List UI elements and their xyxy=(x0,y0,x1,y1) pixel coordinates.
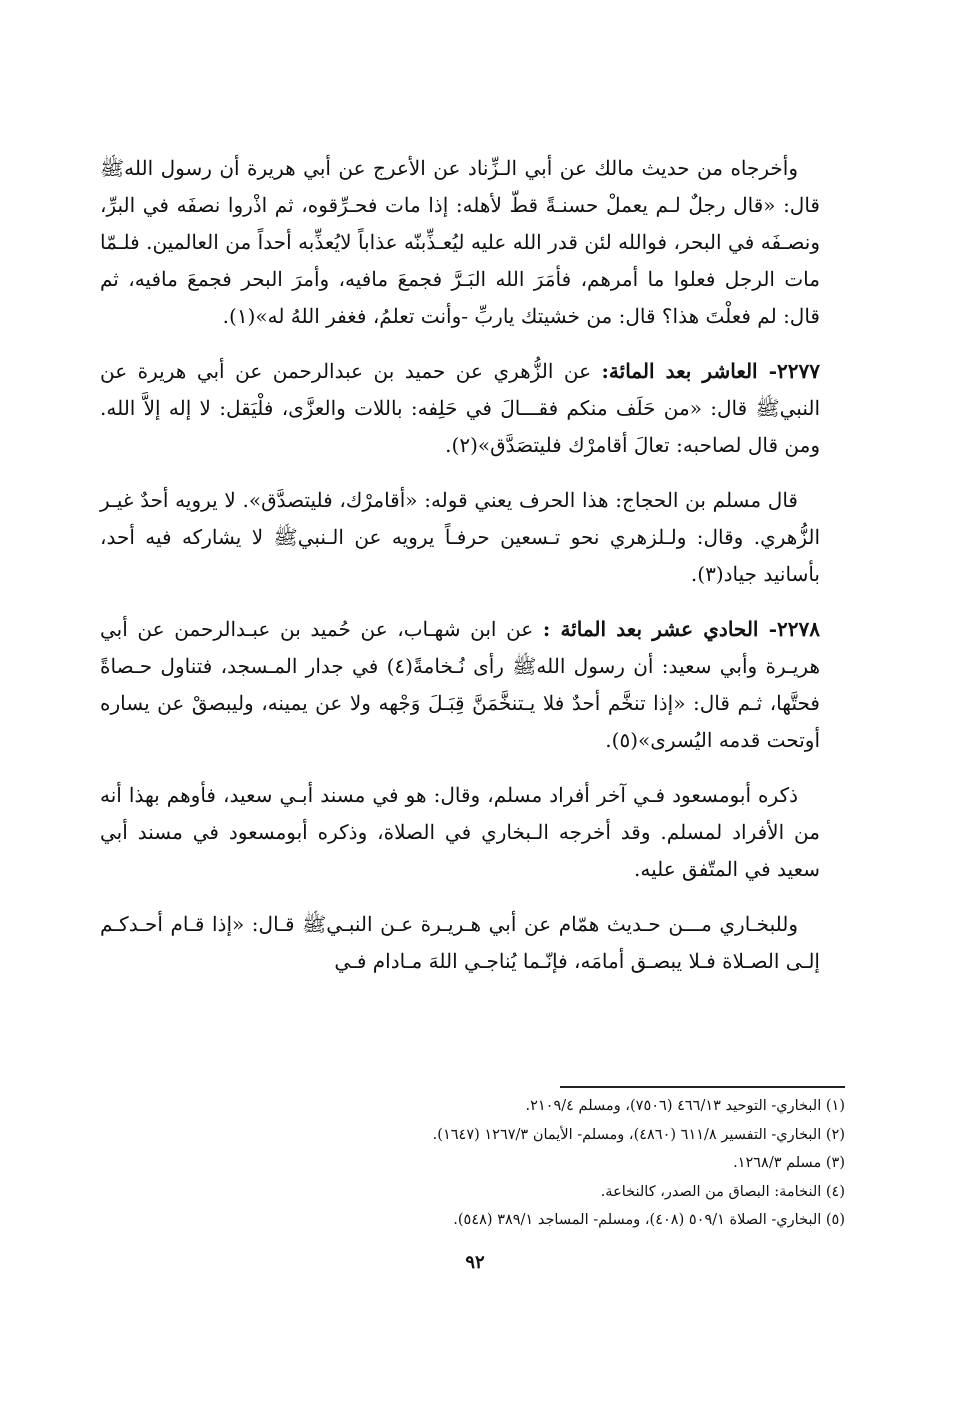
page-number: ٩٢ xyxy=(465,1252,485,1273)
paragraph-5 xyxy=(100,777,820,888)
paragraph-3-text: قال مسلم بن الحجاج: هذا الحرف يعني قوله: «أقامرْك، فليتصدَّق». لا يرويه أحدٌ غيـر الزُّهري. وقال: ولـلزهري نحو تـسعين حرفـاً يرويه عن الـنبيﷺ لا يشاركه فيه أحد، بأسانيد جياد(٣). xyxy=(100,488,820,586)
main-text xyxy=(100,150,820,998)
footnote-1: (١) البخاري- التوحيد ٤٦٦/١٣ (٧٥٠٦)، ومسلم ٢١٠٩/٤. xyxy=(525,1098,845,1114)
footnote-2: (٢) البخاري- التفسير ٦١١/٨ (٤٨٦٠)، ومسلم- الأيمان ١٢٦٧/٣ (١٦٤٧). xyxy=(432,1126,845,1143)
paragraph-5-text: ذكره أبومسعود فـي آخر أفراد مسلم، وقال: هو في مسند أبـي سعيد، فأوهم بهذا أنه من الأفراد لمسلم. وقد أخرجه الـبخاري في الصلاة، وذكره أبومسعود في مسند أبي سعيد في المتّفق عليه. xyxy=(100,783,820,881)
paragraph-2277 xyxy=(100,353,820,464)
hadith-2278-heading: ٢٢٧٨- الحادي عشر بعد المائة : xyxy=(542,617,820,641)
paragraph-1 xyxy=(100,150,820,335)
footnote-4: (٤) النخامة: البصاق من الصدر، كالنخاعة. xyxy=(600,1183,845,1200)
footnote-3: (٣) مسلم ١٢٦٨/٣. xyxy=(733,1155,845,1171)
hadith-2277-heading: ٢٢٧٧- العاشر بعد المائة: xyxy=(601,359,820,383)
paragraph-1-text: وأخرجاه من حديث مالك عن أبي الـزِّناد عن الأعرج عن أبي هريرة أن رسول اللهﷺ قال: «قال رجلٌ لـم يعملْ حسنـةً قطّ لأهله: إذا مات فحـرِّقوه، ثم اذْروا نصفَه في البرِّ، ونصـفَه في البحر، فوالله لئن قدر الله عليه ليُعـذِّبنّه عذاباً لايُعذِّبه أحداً من العالمين. فلـمّا مات الرجل فعلوا ما أمرهم، فأمَرَ الله البَـرَّ فجمعَ مافيه، وأمرَ البحر فجمعَ مافيه، ثم قال: لم فعلْتَ هذا؟ قال: من خشيتك ياربِّ -وأنت تعلمُ، فغفر اللهُ له»(١). xyxy=(100,156,820,328)
paragraph-2278 xyxy=(100,611,820,759)
footnote-separator xyxy=(560,1086,845,1088)
footnote-5: (٥) البخاري- الصلاة ٥٠٩/١ (٤٠٨)، ومسلم- المساجد ٣٨٩/١ (٥٤٨). xyxy=(453,1212,845,1228)
hadith-2277-text: عن الزُّهري عن حميد بن عبدالرحمن عن أبي هريرة عن النبيﷺ قال: «من حَلَف منكم فقـــالَ في حَلِفه: باللات والعزَّى، فلْيَقل: لا إله إلاَّ الله. ومن قال لصاحبه: تعالَ أقامرْك فليتصَدَّق»(٢). xyxy=(100,359,821,457)
paragraph-6-text: وللبخـاري مـــن حـديث همّام عن أبي هـريـرة عـن النبـيﷺ قـال: «إذا قـام أحـدكـم إلـى الصـلاة فـلا يبصـق أمامَه، فإنّـما يُناجـي اللهَ مـادام فـي xyxy=(100,912,820,973)
hadith-2278-text: عن ابن شهـاب، عن حُميد بن عبـدالرحمن عن أبي هريـرة وأبي سعيد: أن رسول اللهﷺ رأى نُـخامةً(٤) في جدار المـسجد، فتناول حـصاةً فحتَّها، ثـم قال: «إذا تنخَّم أحدٌ فلا يـتنخَّمَنَّ قِبَـلَ وَجْهه ولا عن يمينه، وليبصقْ عن يساره أوتحت قدمه اليُسرى»(٥). xyxy=(100,617,820,752)
paragraph-6 xyxy=(100,906,820,980)
footnotes xyxy=(100,1092,845,1235)
paragraph-3 xyxy=(100,482,820,593)
